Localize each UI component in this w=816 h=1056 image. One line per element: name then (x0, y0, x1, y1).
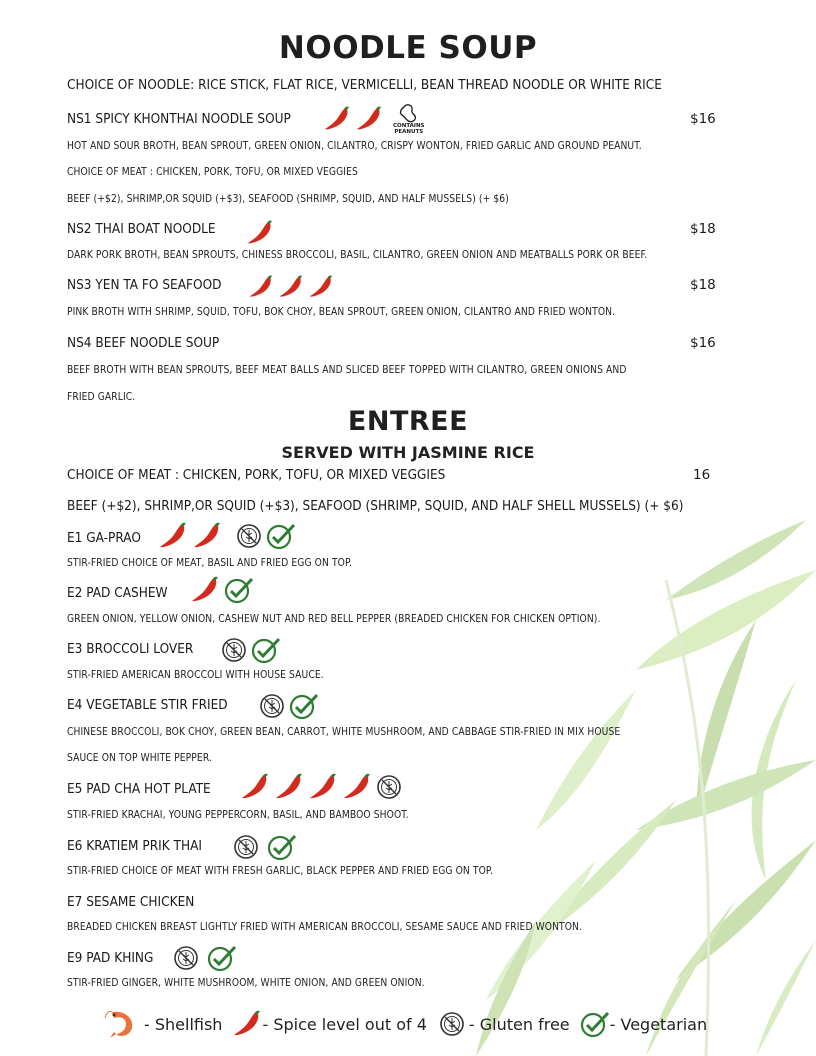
e7-desc-1: BREADED CHICKEN BREAST LIGHTLY FRIED WITH AMERICAN BROCCOLI, SESAME SAUCE AND FRIED WONTON. (67, 922, 583, 933)
menu-item-ns1-name: NS1 SPICY KHONTHAI NOODLE SOUP (67, 111, 291, 127)
legend (104, 1008, 707, 1040)
e9-icons (173, 944, 237, 972)
vegetarian-check-icon (580, 1010, 610, 1038)
peanut-label-line1: CONTAINS (393, 123, 425, 129)
ns4-price: $16 (690, 335, 716, 351)
chili-pepper-icon (342, 773, 372, 801)
menu-item-e9-name: E9 PAD KHING (67, 950, 154, 966)
entree-meat-line: CHOICE OF MEAT : CHICKEN, PORK, TOFU, OR MIXED VEGGIES (67, 467, 446, 483)
e9-desc-1: STIR-FRIED GINGER, WHITE MUSHROOM, WHITE ONION, AND GREEN ONION. (67, 978, 425, 989)
menu-item-e3-name: E3 BROCCOLI LOVER (67, 641, 194, 657)
chili-pepper-icon (158, 522, 188, 550)
gluten-free-icon (439, 1011, 465, 1037)
e1-desc-1: STIR-FRIED CHOICE OF MEAT, BASIL AND FRIED EGG ON TOP. (67, 558, 353, 569)
gluten-free-icon (259, 693, 285, 719)
e2-icons (190, 576, 254, 604)
chili-pepper-icon (232, 1010, 262, 1038)
legend-gluten-free: - Gluten free (468, 1014, 570, 1034)
ns3-price: $18 (690, 277, 716, 293)
ns1-icons (323, 103, 425, 135)
ns1-desc-3: BEEF (+$2), SHRIMP,OR SQUID (+$3), SEAFOOD (SHRIMP, SQUID, AND HALF MUSSELS) (+ $6) (67, 194, 509, 205)
ns4-desc-1: BEEF BROTH WITH BEAN SPROUTS, BEEF MEAT BALLS AND SLICED BEEF TOPPED WITH CILANTRO, GREEN ONIONS AND (67, 365, 627, 376)
e4-desc-2: SAUCE ON TOP WHITE PEPPER. (67, 753, 212, 764)
noodle-soup-heading: NOODLE SOUP (278, 30, 538, 66)
entree-price: 16 (693, 467, 711, 483)
e1-icons (158, 522, 296, 550)
legend-shellfish: - Shellfish (144, 1014, 223, 1034)
e4-desc-1: CHINESE BROCCOLI, BOK CHOY, GREEN BEAN, CARROT, WHITE MUSHROOM, AND CABBAGE STIR-FRIED IN MIX HOUSE (67, 727, 621, 738)
entree-heading: ENTREE (347, 406, 469, 437)
vegetarian-check-icon (267, 833, 297, 861)
menu-item-e6-name: E6 KRATIEM PRIK THAI (67, 838, 202, 854)
chili-pepper-icon (246, 220, 274, 246)
e2-desc-1: GREEN ONION, YELLOW ONION, CASHEW NUT AND RED BELL PEPPER (BREADED CHICKEN FOR CHICKEN OPTION). (67, 614, 601, 625)
noodle-choice-line: CHOICE OF NOODLE: RICE STICK, FLAT RICE, VERMICELLI, BEAN THREAD NOODLE OR WHITE RICE (67, 77, 662, 93)
chili-pepper-icon (240, 773, 270, 801)
ns3-desc-1: PINK BROTH WITH SHRIMP, SQUID, TOFU, BOK CHOY, BEAN SPROUT, GREEN ONION, CILANTRO AND FRIED WONTON. (67, 307, 616, 318)
chili-pepper-icon (274, 773, 304, 801)
chili-pepper-icon (308, 773, 338, 801)
e5-desc-1: STIR-FRIED KRACHAI, YOUNG PEPPERCORN, BASIL, AND BAMBOO SHOOT. (67, 810, 409, 821)
e6-desc-1: STIR-FRIED CHOICE OF MEAT WITH FRESH GARLIC, BLACK PEPPER AND FRIED EGG ON TOP. (67, 866, 493, 877)
chili-pepper-icon (192, 522, 222, 550)
menu-item-e2-name: E2 PAD CASHEW (67, 585, 168, 601)
entree-upcharge-line: BEEF (+$2), SHRIMP,OR SQUID (+$3), SEAFOOD (SHRIMP, SQUID, AND HALF SHELL MUSSELS) (+ $6) (67, 498, 684, 514)
vegetarian-check-icon (289, 692, 319, 720)
chili-pepper-icon (278, 274, 304, 300)
gluten-free-icon (233, 834, 259, 860)
menu-item-e1-name: E1 GA-PRAO (67, 530, 141, 546)
ns1-price: $16 (690, 111, 716, 127)
chili-pepper-icon (190, 576, 220, 604)
menu-item-e5-name: E5 PAD CHA HOT PLATE (67, 781, 211, 797)
chili-pepper-icon (323, 106, 351, 132)
gluten-free-icon (236, 523, 262, 549)
e3-desc-1: STIR-FRIED AMERICAN BROCCOLI WITH HOUSE SAUCE. (67, 670, 324, 681)
ns4-desc-2: FRIED GARLIC. (67, 392, 136, 403)
e3-icons (221, 636, 281, 664)
menu-item-ns3-name: NS3 YEN TA FO SEAFOOD (67, 277, 222, 293)
legend-vegetarian: - Vegetarian (609, 1014, 708, 1034)
ns3-icons (248, 274, 334, 300)
e5-icons (240, 773, 402, 801)
ns1-desc-2: CHOICE OF MEAT : CHICKEN, PORK, TOFU, OR MIXED VEGGIES (67, 167, 358, 178)
chili-pepper-icon (248, 274, 274, 300)
e6-icons (233, 833, 297, 861)
ns2-price: $18 (690, 221, 716, 237)
menu-item-ns4-name: NS4 BEEF NOODLE SOUP (67, 335, 220, 351)
legend-spice: - Spice level out of 4 (262, 1014, 427, 1034)
gluten-free-icon (376, 774, 402, 800)
peanut-label-line2: PEANUTS (394, 129, 424, 135)
gluten-free-icon (221, 637, 247, 663)
ns1-desc-1: HOT AND SOUR BROTH, BEAN SPROUT, GREEN ONION, CILANTRO, CRISPY WONTON, FRIED GARLIC AND GROUND PEANUT. (67, 141, 642, 152)
ns2-icons (246, 220, 274, 246)
shrimp-icon (104, 1008, 138, 1040)
menu-item-e7-name: E7 SESAME CHICKEN (67, 894, 195, 910)
chili-pepper-icon (308, 274, 334, 300)
menu-item-e4-name: E4 VEGETABLE STIR FRIED (67, 697, 228, 713)
vegetarian-check-icon (266, 522, 296, 550)
ns2-desc-1: DARK PORK BROTH, BEAN SPROUTS, CHINESS BROCCOLI, BASIL, CILANTRO, GREEN ONION AND MEATBALLS PORK OR BEEF. (67, 250, 648, 261)
entree-subtitle: SERVED WITH JASMINE RICE (281, 443, 535, 462)
vegetarian-check-icon (251, 636, 281, 664)
chili-pepper-icon (355, 106, 383, 132)
e4-icons (259, 692, 319, 720)
gluten-free-icon (173, 945, 199, 971)
peanut-icon (393, 103, 425, 135)
vegetarian-check-icon (207, 944, 237, 972)
menu-item-ns2-name: NS2 THAI BOAT NOODLE (67, 221, 216, 237)
vegetarian-check-icon (224, 576, 254, 604)
